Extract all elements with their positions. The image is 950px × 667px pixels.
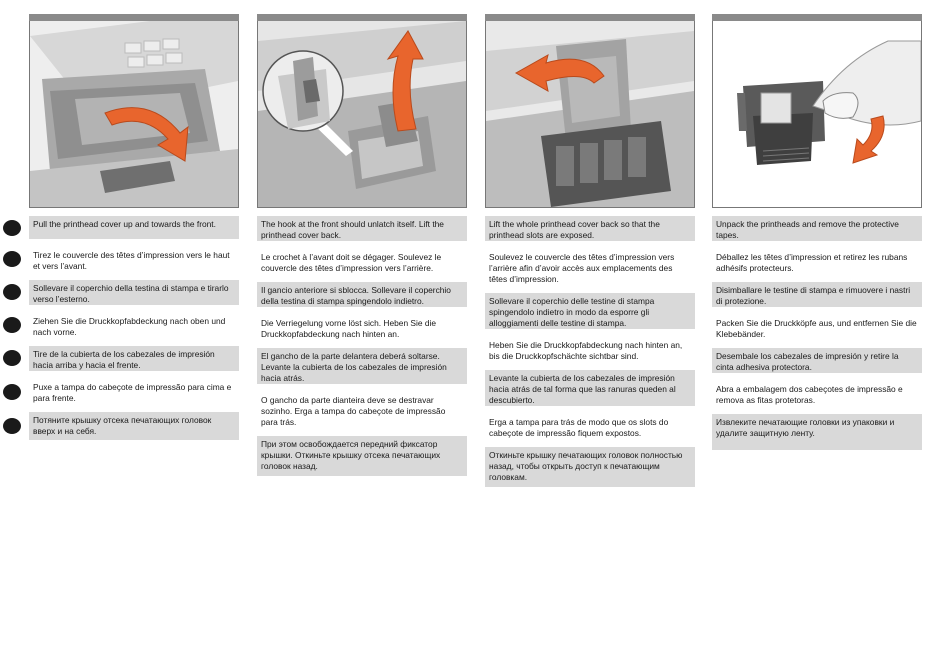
column-header-bar — [257, 14, 467, 21]
instruction-pt: Abra a embalagem dos cabeçotes de impressão e remova as fitas protetoras. — [712, 381, 922, 406]
instruction-es: Levante la cubierta de los cabezales de impresión hacia atrás de tal forma que las ranuras queden al descubierto. — [485, 370, 695, 406]
instruction-es: El gancho de la parte delantera deberá soltarse. Levante la cubierta de los cabezales de impresión hacia atrás. — [257, 348, 467, 384]
instruction-it: Disimballare le testine di stampa e rimuovere i nastri di protezione. — [712, 282, 922, 307]
instruction-list — [29, 216, 239, 440]
language-bullet-icon — [3, 251, 21, 267]
instruction-pt: Erga a tampa para trás de modo que os slots do cabeçote de impressão fiquem expostos. — [485, 414, 695, 439]
step-column-3 — [485, 14, 695, 487]
instruction-ru: Извлеките печатающие головки из упаковки и удалите защитную ленту. — [712, 414, 922, 450]
column-header-bar — [485, 14, 695, 21]
column-header-bar — [29, 14, 239, 21]
instruction-list — [485, 216, 695, 487]
instruction-de: Heben Sie die Druckkopfabdeckung nach hinten an, bis die Druckkopfschächte sichtbar sind. — [485, 337, 695, 362]
instruction-en: The hook at the front should unlatch itself. Lift the printhead cover back. — [257, 216, 467, 241]
instruction-de: Die Verriegelung vorne löst sich. Heben Sie die Druckkopfabdeckung nach hinten an. — [257, 315, 467, 340]
figure-3 — [485, 21, 695, 208]
illustration-cover-back-slots-exposed — [486, 21, 694, 207]
instruction-pt: Puxe a tampa do cabeçote de impressão para cima e para frente. — [29, 379, 239, 404]
step-column-4 — [712, 14, 922, 450]
instruction-list — [257, 216, 467, 476]
column-header-bar — [712, 14, 922, 21]
instruction-de: Packen Sie die Druckköpfe aus, und entfernen Sie die Klebebänder. — [712, 315, 922, 340]
instruction-ru: Откиньте крышку печатающих головок полностью назад, чтобы открыть доступ к печатающим головкам. — [485, 447, 695, 487]
instruction-es: Tire de la cubierta de los cabezales de impresión hacia arriba y hacia el frente. — [29, 346, 239, 371]
instruction-fr: Déballez les têtes d’impression et retirez les rubans adhésifs protecteurs. — [712, 249, 922, 274]
figure-4 — [712, 21, 922, 208]
illustration-lift-cover-forward — [30, 21, 238, 207]
step-column-1 — [29, 14, 239, 440]
language-bullet-icon — [3, 284, 21, 300]
step-column-2 — [257, 14, 467, 476]
instruction-list — [712, 216, 922, 450]
instruction-en: Unpack the printheads and remove the protective tapes. — [712, 216, 922, 241]
instruction-en: Pull the printhead cover up and towards the front. — [29, 216, 239, 239]
instruction-fr: Soulevez le couvercle des têtes d’impression vers l’arrière afin d’avoir accès aux emplacements des têtes d’impression. — [485, 249, 695, 285]
instruction-it: Sollevare il coperchio della testina di stampa e tirarlo verso l’esterno. — [29, 280, 239, 305]
instruction-en: Lift the whole printhead cover back so that the printhead slots are exposed. — [485, 216, 695, 241]
instruction-de: Ziehen Sie die Druckkopfabdeckung nach oben und nach vorne. — [29, 313, 239, 338]
instruction-pt: O gancho da parte dianteira deve se destravar sozinho. Erga a tampa do cabeçote de impressão para trás. — [257, 392, 467, 428]
instruction-ru: Потяните крышку отсека печатающих головок вверх и на себя. — [29, 412, 239, 440]
language-bullet-icon — [3, 317, 21, 333]
illustration-hook-unlatch — [258, 21, 466, 207]
language-bullet-icon — [3, 384, 21, 400]
instruction-fr: Le crochet à l’avant doit se dégager. Soulevez le couvercle des têtes d’impression vers l’arrière. — [257, 249, 467, 274]
figure-1 — [29, 21, 239, 208]
language-bullet-icon — [3, 350, 21, 366]
language-bullet-icon — [3, 220, 21, 236]
figure-2 — [257, 21, 467, 208]
instruction-es: Desembale los cabezales de impresión y retire la cinta adhesiva protectora. — [712, 348, 922, 373]
instruction-it: Il gancio anteriore si sblocca. Sollevare il coperchio della testina di stampa spingendolo indietro. — [257, 282, 467, 307]
illustration-unpack-printhead — [713, 21, 921, 207]
instruction-fr: Tirez le couvercle des têtes d’impression vers le haut et vers l’avant. — [29, 247, 239, 272]
instruction-ru: При этом освобождается передний фиксатор крышки. Откиньте крышку отсека печатающих головок назад. — [257, 436, 467, 476]
language-bullet-icon — [3, 418, 21, 434]
instruction-it: Sollevare il coperchio delle testine di stampa spingendolo indietro in modo da esporre gli alloggiamenti delle testine di stampa. — [485, 293, 695, 329]
